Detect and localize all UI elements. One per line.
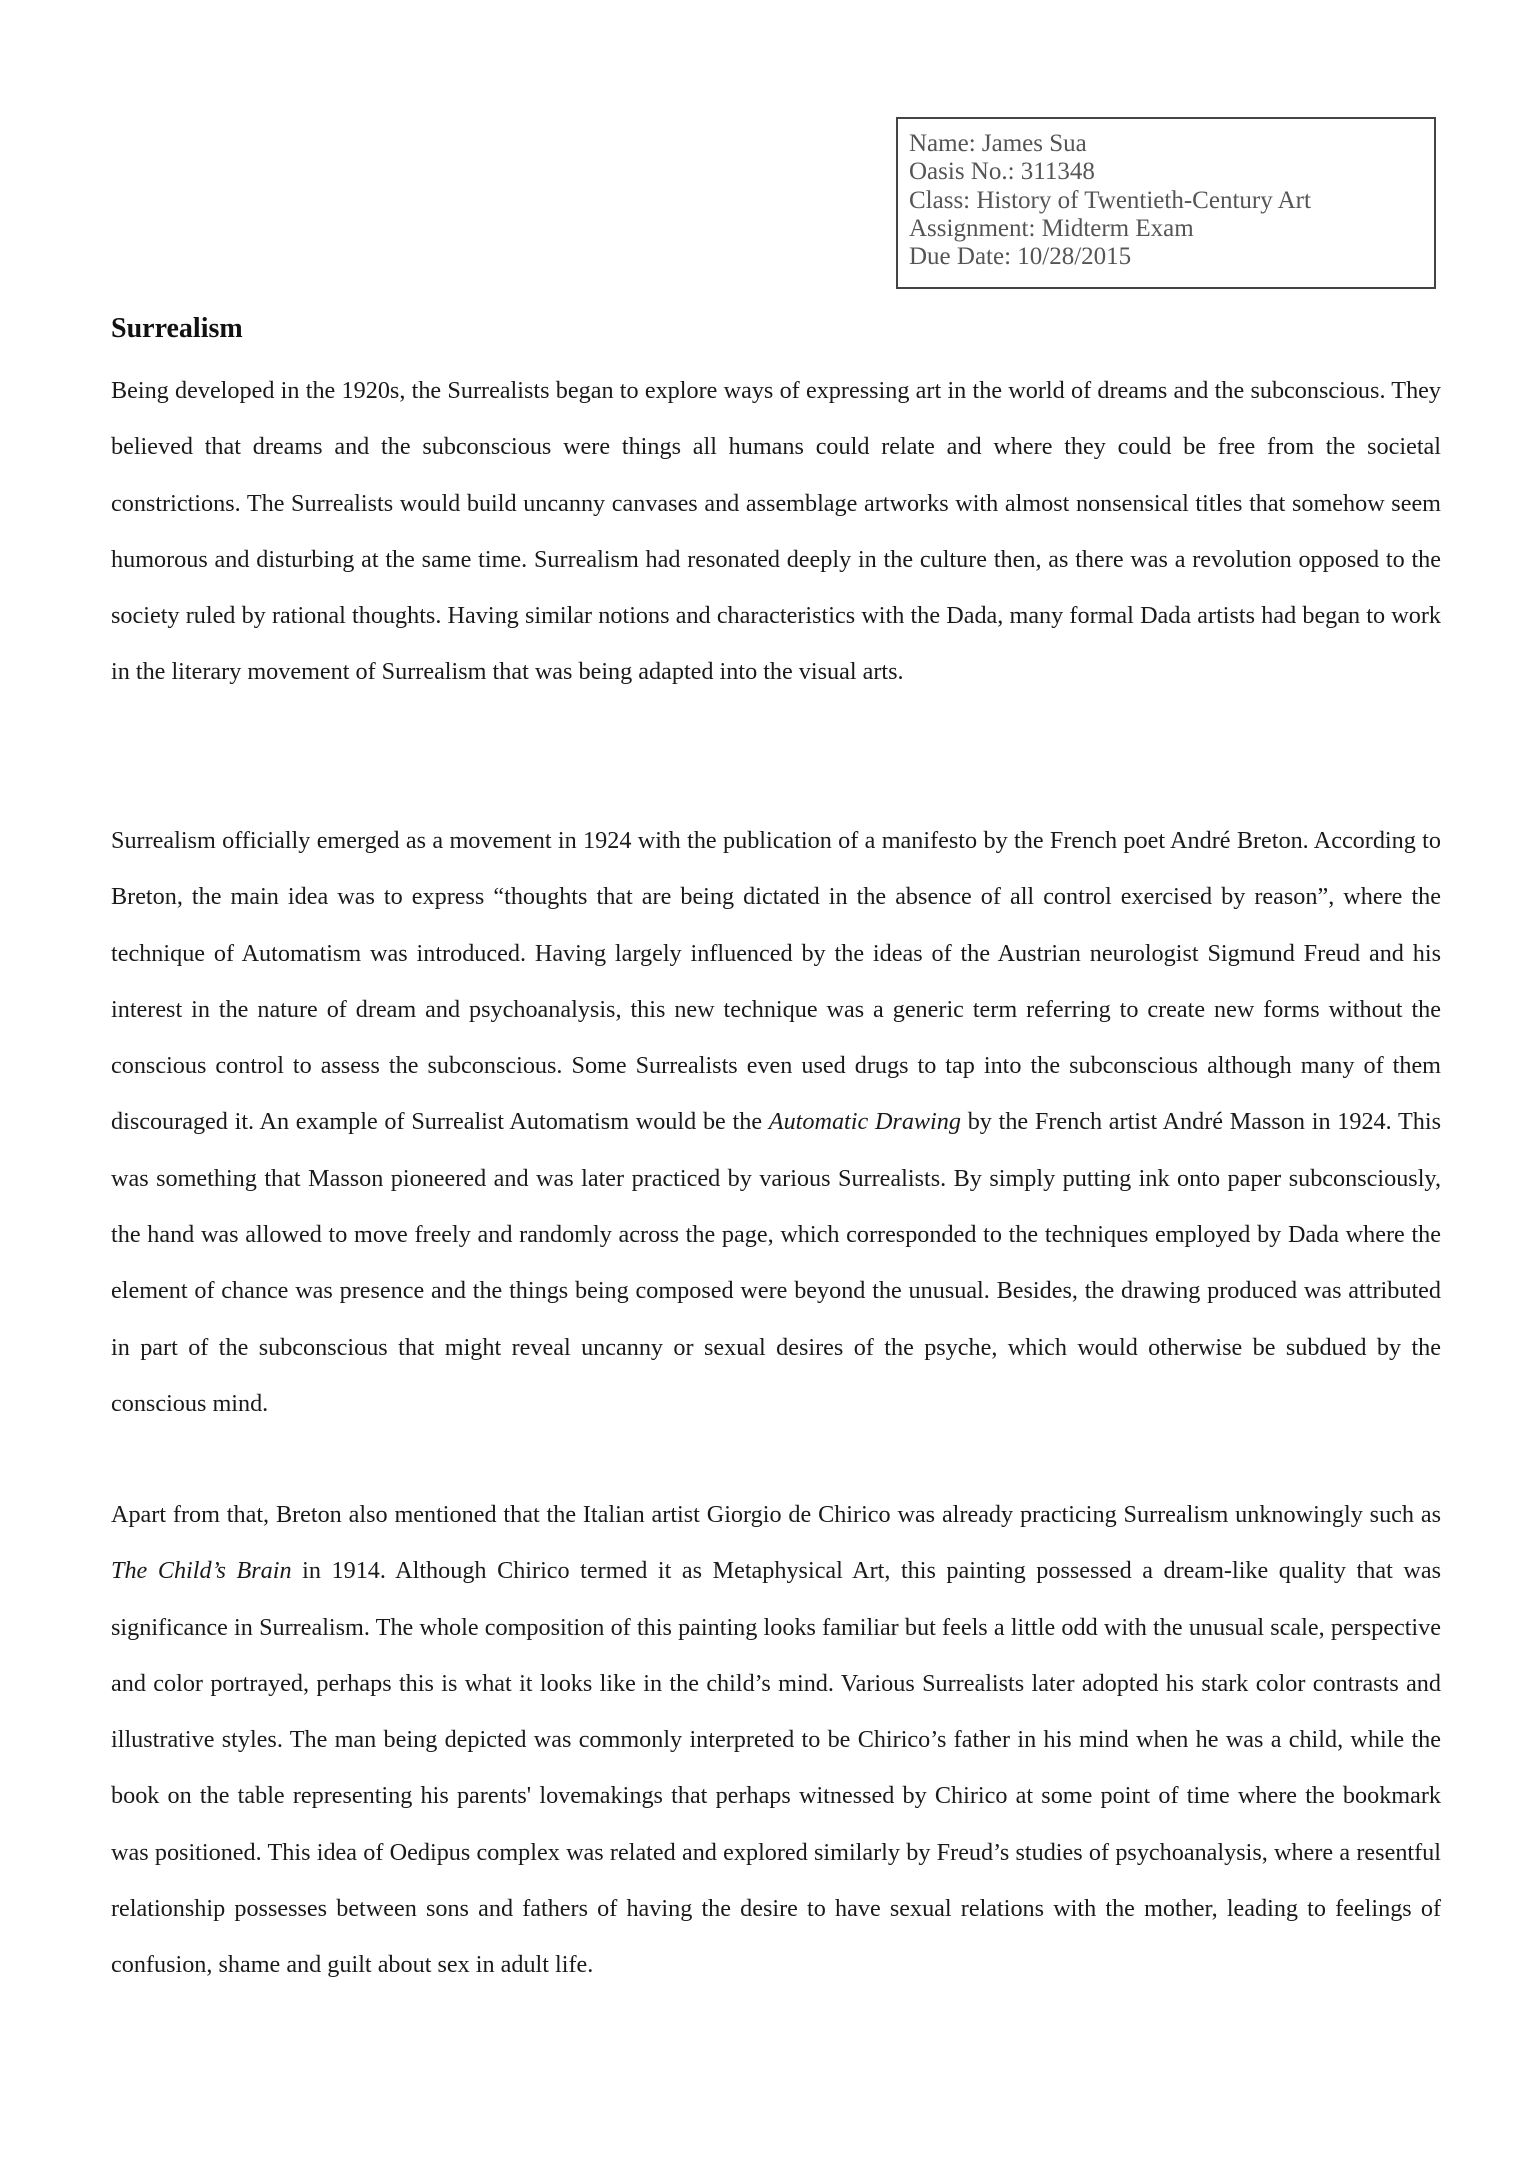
student-name: Name: James Sua	[909, 130, 1087, 157]
due-date: Due Date: 10/28/2015	[909, 243, 1132, 271]
document-title: Surrealism	[111, 313, 243, 344]
paragraph-3-text-a: Apart from that, Breton also mentioned that the Italian artist Giorgio de Chirico was already practicing Surrealism unknowingly such as	[111, 1501, 1441, 1528]
paragraph-1	[111, 363, 1441, 701]
paragraph-2-text-a: Surrealism officially emerged as a movement in 1924 with the publication of a manifesto by the French poet André Breton. According to Breton, the main idea was to express “thoughts that are being dictated in the absence of all control exercised by reason”, where the technique of Automatism was introduced. Having largely influenced by the ideas of the Austrian neurologist Sigmund Freud and his interest in the nature of dream and psychoanalysis, this new technique was a generic term referring to create new forms without the conscious control to assess the subconscious. Some Surrealists even used drugs to tap into the subconscious although many of them discouraged it. An example of Surrealist Automatism would be the	[111, 827, 1441, 1136]
paragraph-1-text: Being developed in the 1920s, the Surrealists began to explore ways of expressing art in the world of dreams and the subconscious. They believed that dreams and the subconscious were things all humans could relate and where they could be free from the societal constrictions. The Surrealists would build uncanny canvases and assemblage artworks with almost nonsensical titles that somehow seem humorous and disturbing at the same time. Surrealism had resonated deeply in the culture then, as there was a revolution opposed to the society ruled by rational thoughts. Having similar notions and characteristics with the Dada, many formal Dada artists had began to work in the literary movement of Surrealism that was being adapted into the visual arts.	[111, 377, 1441, 686]
paragraph-3-text-b: in 1914. Although Chirico termed it as Metaphysical Art, this painting possessed a dream-like quality that was significance in Surrealism. The whole composition of this painting looks familiar but feels a little odd with the unusual scale, perspective and color portrayed, perhaps this is what it looks like in the child’s mind. Various Surrealists later adopted his stark color contrasts and illustrative styles. The man being depicted was commonly interpreted to be Chirico’s father in his mind when he was a child, while the book on the table representing his parents' lovemakings that perhaps witnessed by Chirico at some point of time where the bookmark was positioned. This idea of Oedipus complex was related and explored similarly by Freud’s studies of psychoanalysis, where a resentful relationship possesses between sons and fathers of having the desire to have sexual relations with the mother, leading to feelings of confusion, shame and guilt about sex in adult life.	[111, 1557, 1441, 1979]
oasis-number: Oasis No.: 311348	[909, 158, 1095, 186]
paragraph-2-italic-title: Automatic Drawing	[768, 1108, 961, 1136]
paragraph-3-italic-title: The Child’s Brain	[111, 1557, 292, 1585]
class-name: Class: History of Twentieth-Century Art	[909, 186, 1311, 214]
paragraph-3	[111, 1487, 1441, 1994]
student-info-box	[896, 117, 1436, 289]
paragraph-2-text-b: by the French artist André Masson in 1924. This was something that Masson pioneered and was later practiced by various Surrealists. By simply putting ink onto paper subconsciously, the hand was allowed to move freely and randomly across the page, which corresponded to the techniques employed by Dada where the element of chance was presence and the things being composed were beyond the unusual. Besides, the drawing produced was attributed in part of the subconscious that might reveal uncanny or sexual desires of the psyche, which would otherwise be subdued by the conscious mind.	[111, 1108, 1441, 1417]
assignment-name: Assignment: Midterm Exam	[909, 214, 1194, 242]
paragraph-2	[111, 813, 1441, 1432]
